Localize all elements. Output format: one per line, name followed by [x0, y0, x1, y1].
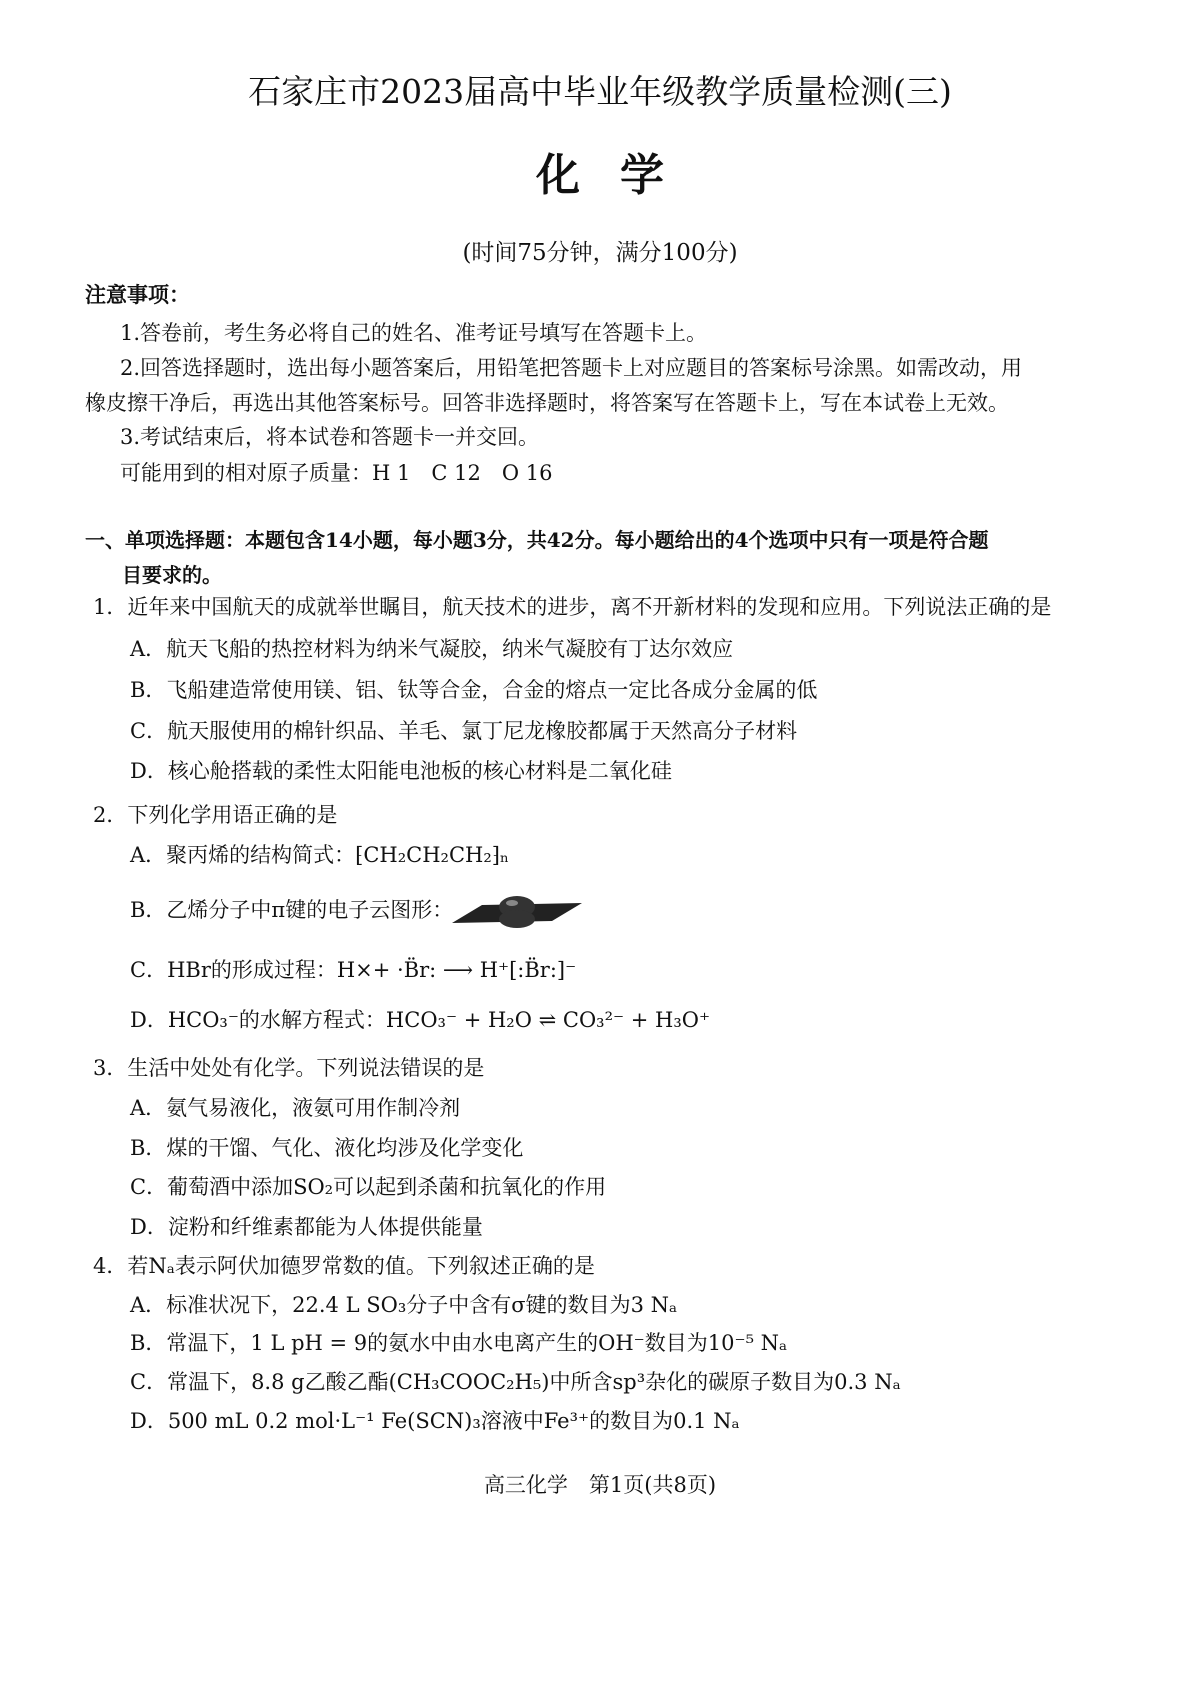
pi-bond-electron-cloud-image [452, 895, 582, 929]
option-c: C．航天服使用的棉针织品、羊毛、氯丁尼龙橡胶都属于天然高分子材料 [130, 719, 798, 743]
time-info: (时间75分钟，满分100分) [462, 240, 738, 266]
notice-item: 3.考试结束后，将本试卷和答题卡一并交回。 [120, 425, 540, 449]
option-c: C．HBr的形成过程：H×+ ·B̈r: ⟶ H⁺[:B̈r:]⁻ [130, 958, 577, 982]
notice-item: 橡皮擦干净后，再选出其他答案标号。回答非选择题时，将答案写在答题卡上，写在本试卷上无效。 [85, 391, 1009, 415]
exam-title: 石家庄市2023届高中毕业年级教学质量检测(三) [248, 72, 952, 111]
option-b: B．飞船建造常使用镁、铝、钛等合金，合金的熔点一定比各成分金属的低 [130, 678, 818, 702]
question-stem: 3．生活中处处有化学。下列说法错误的是 [93, 1056, 485, 1080]
option-b: B．煤的干馏、气化、液化均涉及化学变化 [130, 1136, 524, 1160]
option-d: D．500 mL 0.2 mol·L⁻¹ Fe(SCN)₃溶液中Fe³⁺的数目为0.1 Nₐ [130, 1409, 740, 1433]
option-d: D．淀粉和纤维素都能为人体提供能量 [130, 1215, 483, 1239]
option-c: C．葡萄酒中添加SO₂可以起到杀菌和抗氧化的作用 [130, 1175, 607, 1199]
subject-title: 化学 [536, 150, 704, 201]
atomic-mass-note: 可能用到的相对原子质量：H 1 C 12 O 16 [120, 461, 553, 485]
option-b: B．常温下，1 L pH = 9的氨水中由水电离产生的OH⁻数目为10⁻⁵ Nₐ [130, 1331, 788, 1355]
option-d: D．核心舱搭载的柔性太阳能电池板的核心材料是二氧化硅 [130, 759, 672, 783]
notice-item: 1.答卷前，考生务必将自己的姓名、准考证号填写在答题卡上。 [120, 321, 708, 345]
page-footer: 高三化学 第1页(共8页) [483, 1473, 717, 1497]
option-b: B．乙烯分子中π键的电子云图形： [130, 898, 454, 922]
notice-item: 2.回答选择题时，选出每小题答案后，用铅笔把答题卡上对应题目的答案标号涂黑。如需改动，用 [120, 356, 1023, 380]
question-stem: 4．若Nₐ表示阿伏加德罗常数的值。下列叙述正确的是 [93, 1254, 595, 1278]
notice-heading: 注意事项： [85, 282, 190, 307]
option-a: A．航天飞船的热控材料为纳米气凝胶，纳米气凝胶有丁达尔效应 [130, 637, 734, 661]
section-heading-line: 目要求的。 [122, 563, 222, 587]
section-heading-line: 一、单项选择题：本题包含14小题，每小题3分，共42分。每小题给出的4个选项中只有一项是符合题 [85, 528, 989, 552]
option-a: A．氨气易液化，液氨可用作制冷剂 [130, 1096, 461, 1120]
option-a: A．聚丙烯的结构简式：⁅CH₂CH₂CH₂⁆ₙ [130, 843, 510, 867]
option-d: D．HCO₃⁻的水解方程式：HCO₃⁻ + H₂O ⇌ CO₃²⁻ + H₃O⁺ [130, 1008, 711, 1032]
option-a: A．标准状况下，22.4 L SO₃分子中含有σ键的数目为3 Nₐ [130, 1293, 678, 1317]
question-stem: 1．近年来中国航天的成就举世瞩目，航天技术的进步，离不开新材料的发现和应用。下列说法正确的是 [93, 595, 1052, 619]
option-c: C．常温下，8.8 g乙酸乙酯(CH₃COOC₂H₅)中所含sp³杂化的碳原子数目为0.3 Nₐ [130, 1370, 901, 1394]
question-stem: 2．下列化学用语正确的是 [93, 803, 338, 827]
